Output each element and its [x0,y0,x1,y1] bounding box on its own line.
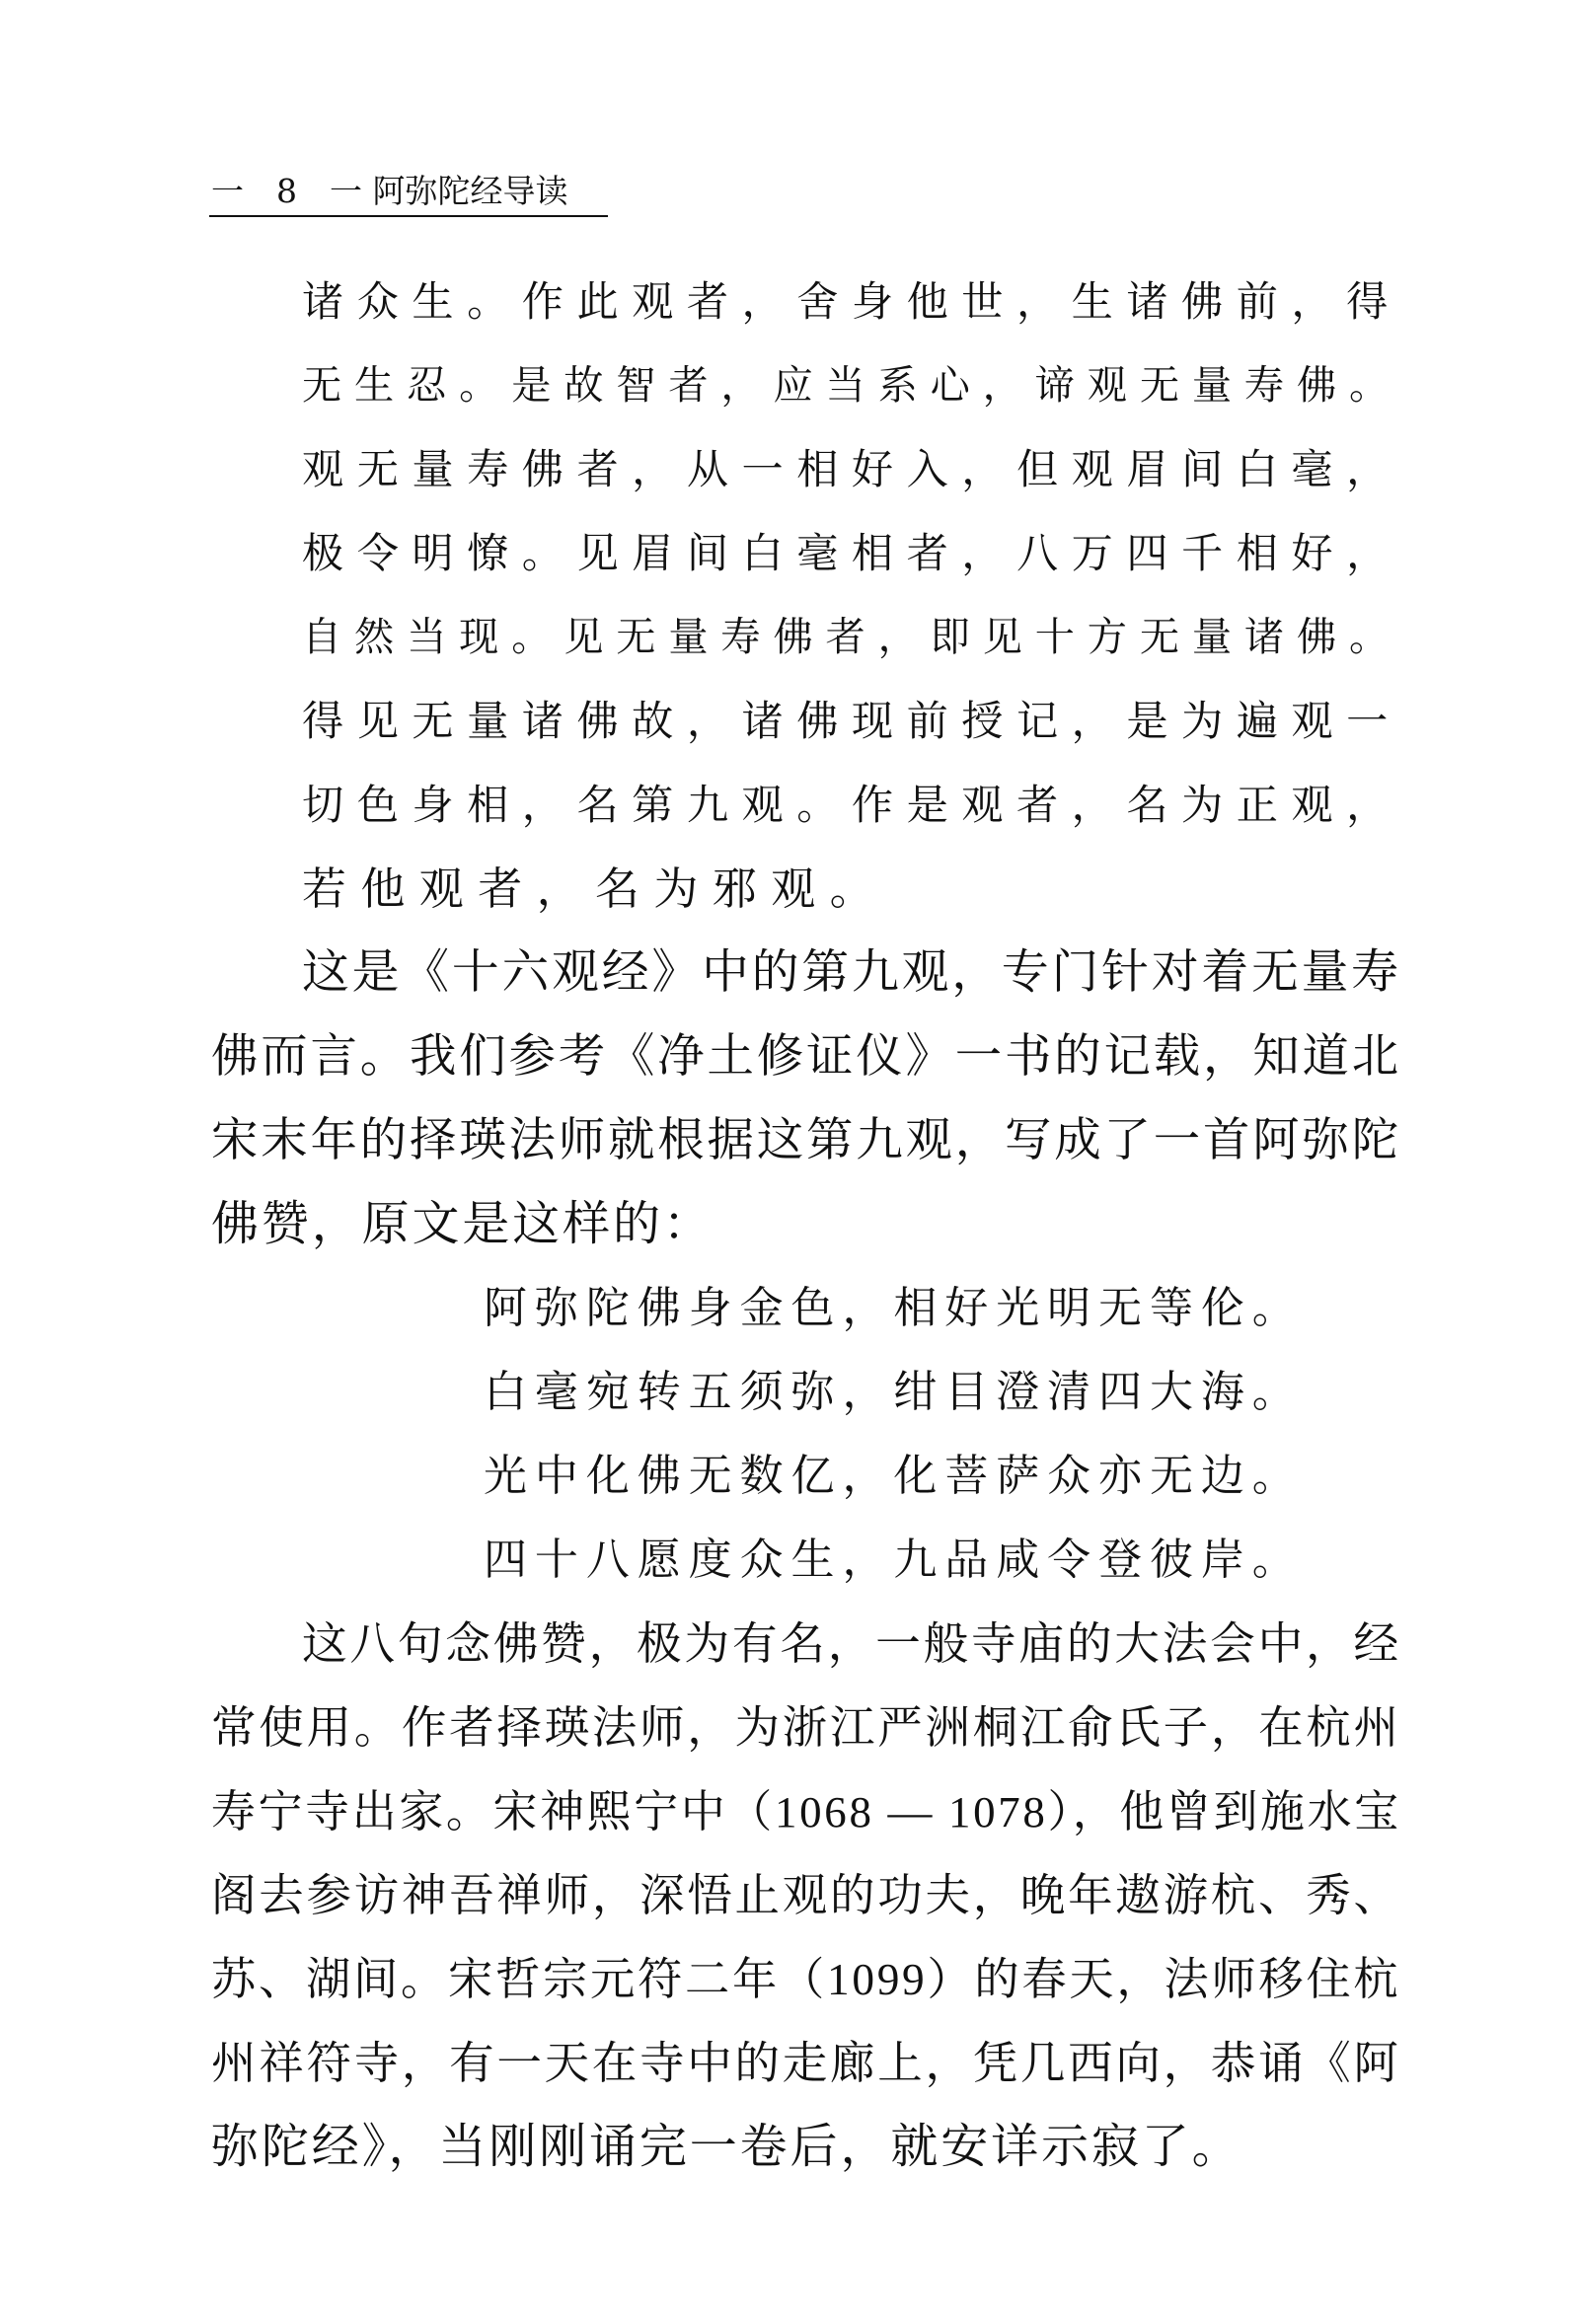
paragraph-line: 这八句念佛赞，极为有名，一般寺庙的大法会中，经 [302,1618,1401,1669]
paragraph-line: 这是《十六观经》中的第九观，专门针对着无量寿 [302,946,1401,999]
paragraph-line: 佛赞，原文是这样的： [211,1198,714,1250]
quote-line: 观无量寿佛者，从一相好入，但观眉间白毫， [302,445,1401,493]
running-header: 一 8 一 阿弥陀经导读 [211,172,568,210]
verse-line: 光中化佛无数亿，化菩萨众亦无边。 [484,1451,1304,1501]
paragraph-line: 苏、湖间。宋哲宗元符二年（1099）的春天，法师移住杭 [211,1955,1401,2004]
verse-line: 阿弥陀佛身金色，相好光明无等伦。 [484,1283,1304,1333]
quote-line: 若他观者，名为邪观。 [302,862,889,915]
verse-line: 白毫宛转五须弥，绀目澄清四大海。 [484,1367,1304,1417]
paragraph-line: 州祥符寺，有一天在寺中的走廊上，凭几西向，恭诵《阿 [211,2038,1401,2088]
paragraph-line: 佛而言。我们参考《净土修证仪》一书的记载，知道北 [211,1031,1402,1083]
quote-line: 自然当现。见无量寿佛者，即见十方无量诸佛。 [302,615,1402,660]
quote-line: 极令明憭。见眉间白毫相者，八万四千相好， [302,529,1401,577]
quote-line: 无生忍。是故智者，应当系心，谛观无量寿佛。 [302,363,1402,409]
quote-line: 得见无量诸佛故，诸佛现前授记，是为遍观一 [302,697,1401,745]
paragraph-line: 阁去参访神吾禅师，深悟止观的功夫，晚年遨游杭、秀、 [211,1870,1401,1920]
verse-line: 四十八愿度众生，九品咸令登彼岸。 [484,1535,1304,1585]
paragraph-line: 弥陀经》，当刚刚诵完一卷后，就安详示寂了。 [211,2121,1242,2173]
quote-line: 诸众生。作此观者，舍身他世，生诸佛前，得 [302,277,1401,326]
paragraph-line: 宋末年的择瑛法师就根据这第九观，写成了一首阿弥陀 [211,1115,1402,1166]
paragraph-line: 常使用。作者择瑛法师，为浙江严洲桐江俞氏子，在杭州 [211,1702,1401,1753]
paragraph-line: 寿宁寺出家。宋神熙宁中（1068 — 1078），他曾到施水宝 [211,1787,1401,1837]
header-underline [209,215,608,217]
quote-line: 切色身相，名第九观。作是观者，名为正观， [302,781,1401,829]
